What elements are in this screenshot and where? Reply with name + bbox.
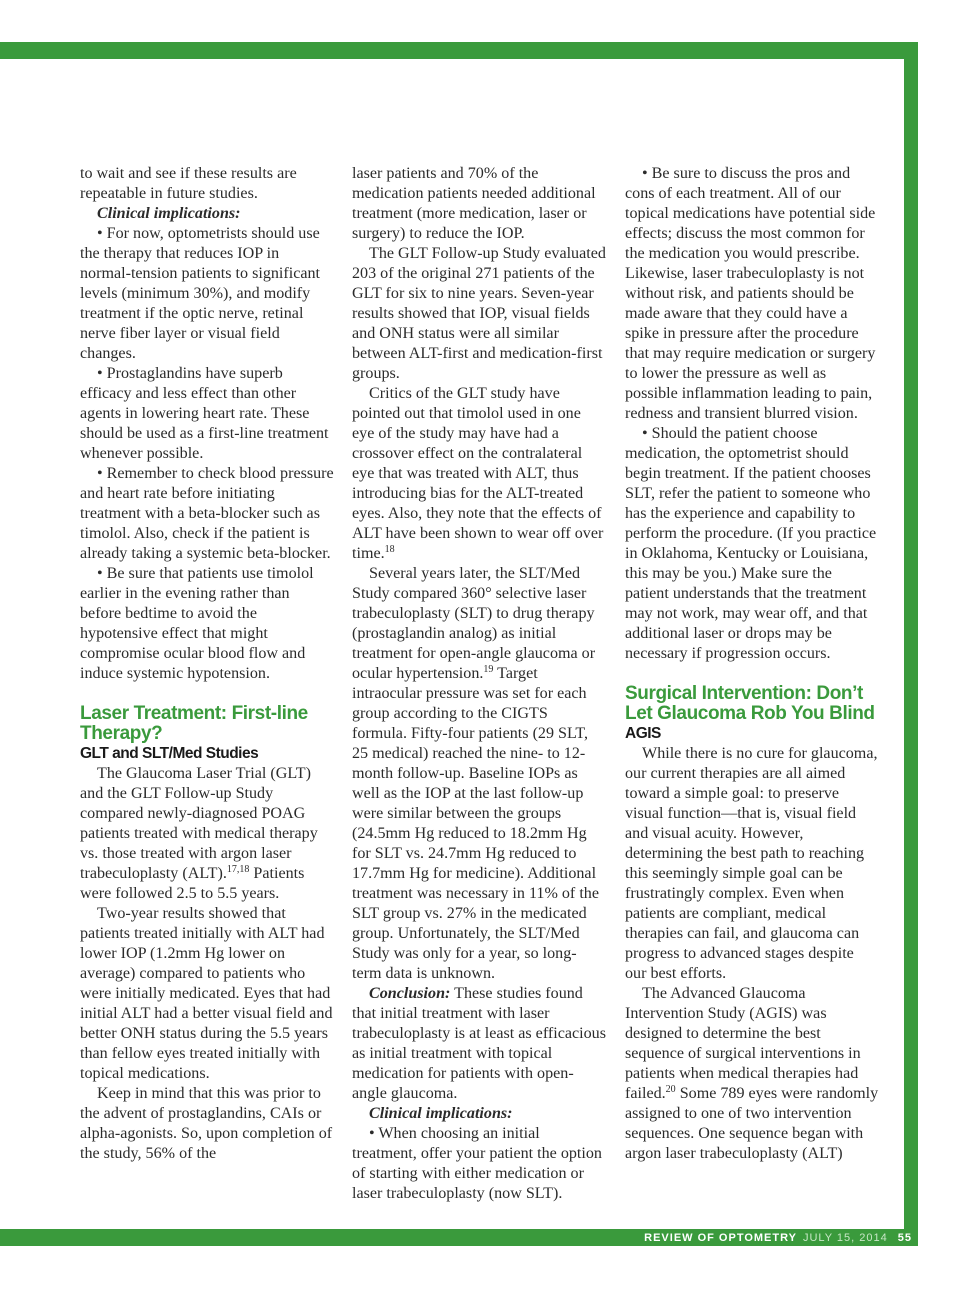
clinical-implications-label: Clinical implications:	[97, 205, 241, 222]
section-heading: Surgical Intervention: Don’t Let Glaucoma Rob You Blind	[625, 683, 875, 724]
paragraph: Two-year results showed that patients treated initially with ALT had lower IOP (1.2mm Hg lower on average) compared to patients who were initially medicated. Eyes that had initial ALT had a better visual field and better ONH status during the 5.5 years than fellow eyes treated initially with topical medications.	[80, 905, 333, 1082]
citation: 20	[665, 1084, 676, 1095]
paragraph: While there is no cure for glaucoma, our current therapies are all aimed toward a simple goal: to preserve visual function—that is, visual field and visual acuity. However, determining the best path to reaching this seemingly simple goal can be frustratingly complex. Even when patients are compliant, medical therapies can fail, and glaucoma can progress to advanced stages despite our best efforts.	[625, 745, 878, 982]
paragraph: laser patients and 70% of the medication patients needed additional treatment (more medication, laser or surgery) to reduce the IOP.	[352, 165, 596, 242]
paragraph: Critics of the GLT study have pointed out that timolol used in one eye of the study may have had a crossover effect on the contralateral eye that was treated with ALT, thus introducing bias for the ALT-treated eyes. Also, they note that the effects of ALT have been shown to wear off over time.$^{18}$	[352, 385, 604, 562]
citation: 19	[483, 664, 494, 675]
top-border	[0, 42, 918, 59]
bullet-item: • Be sure to discuss the pros and cons of each treatment. All of our topical medications have potential side effects; discuss the most common for the medication you would prescribe. Likewise, laser trabeculoplasty is not without risk, and patients should be made aware that they could have a spike in pressure after the procedure that may require medication or surgery to lower the pressure as well as possible inflammation leading to pain, redness and transient blurred vision.	[625, 165, 876, 422]
paragraph: The Advanced Glaucoma Intervention Study (AGIS) was designed to determine the best sequence of surgical interventions in patients when medical therapies had failed.$^{20}$ Some 789 eyes were randomly assigned to one of two intervention sequences. One sequence began with argon laser trabeculoplasty (ALT)	[625, 985, 879, 1162]
paragraph: Several years later, the SLT/Med Study compared 360° selective laser trabeculoplasty (SLT) to drug therapy (prostaglandin analog) as initial treatment for open-angle glaucoma or ocular hypertension.$^{19}$ Target intraocular pressure was set for each group according to the CIGTS formula. Fifty-four patients (29 SLT, 25 medical) reached the nine- to 12-month follow-up. Baseline IOPs as well as the IOP at the last follow-up were similar between the groups (24.5mm Hg reduced to 18.2mm Hg for SLT vs. 24.7mm Hg reduced to 17.7mm Hg for medicine). Additional treatment was necessary in 11% of the SLT group vs. 27% in the medicated group. Unfortunately, the SLT/Med Study was only for a year, so long-term data is unknown.	[352, 565, 599, 982]
section-subheading: GLT and SLT/Med Studies	[80, 745, 259, 762]
right-border	[904, 42, 918, 1246]
bullet-item: • For now, optometrists should use the therapy that reduces IOP in normal-tension patients to significant levels (minimum 30%), and modify treatment if the optic nerve, retinal nerve fiber layer or visual field changes.	[80, 225, 321, 362]
paragraph: to wait and see if these results are repeatable in future studies.	[80, 165, 297, 202]
issue-date: JULY 15, 2014	[802, 1231, 888, 1244]
section-subheading: AGIS	[625, 725, 661, 742]
section-heading: Laser Treatment: First-line Therapy?	[80, 703, 308, 744]
column-3	[625, 164, 879, 1164]
bullet-item: • When choosing an initial treatment, offer your patient the option of starting with either medication or laser trabeculoplasty (now SLT).	[352, 1125, 602, 1202]
bullet-item: • Should the patient choose medication, the optometrist should begin treatment. If the patient chooses SLT, refer the patient to someone who has the experience and capability to perform the procedure. (If you practice in Oklahoma, Kentucky or Louisiana, this may be you.) Make sure the patient understands that the treatment may not work, may wear off, and that additional laser or drops may be necessary if progression occurs.	[625, 425, 877, 662]
footer	[644, 1232, 918, 1244]
paragraph: The GLT Follow-up Study evaluated 203 of the original 271 patients of the GLT for six to nine years. Seven-year results showed that IOP, visual fields and ONH status were all similar between ALT-first and medication-first groups.	[352, 245, 606, 382]
bullet-item: • Remember to check blood pressure and heart rate before initiating treatment with a beta-blocker such as timolol. Also, check if the patient is already taking a systemic beta-blocker.	[80, 465, 334, 562]
page-number: 55	[897, 1231, 912, 1244]
bullet-item: • Be sure that patients use timolol earlier in the evening rather than before bedtime to avoid the hypotensive effect that might compromise ocular blood flow and induce systemic hypotension.	[80, 565, 314, 682]
column-2	[352, 164, 606, 1204]
citation: 17,18	[226, 864, 250, 875]
clinical-implications-label: Clinical implications:	[369, 1105, 513, 1122]
citation: 18	[384, 544, 395, 555]
paragraph: The Glaucoma Laser Trial (GLT) and the GLT Follow-up Study compared newly-diagnosed POAG patients treated with medical therapy vs. those treated with argon laser trabeculoplasty (ALT).$^{17,18}$ Patients were followed 2.5 to 5.5 years.	[80, 765, 318, 902]
conclusion-label: Conclusion:	[369, 985, 451, 1002]
magazine-name: REVIEW OF OPTOMETRY	[644, 1231, 797, 1244]
column-1	[80, 164, 334, 1164]
bullet-item: • Prostaglandins have superb efficacy and less effect than other agents in lowering heart rate. These should be used as a first-line treatment whenever possible.	[80, 365, 329, 462]
paragraph: Keep in mind that this was prior to the advent of prostaglandins, CAIs or alpha-agonists. So, upon completion of the study, 56% of the	[80, 1085, 333, 1162]
paragraph: Conclusion: These studies found that initial treatment with laser trabeculoplasty is at least as efficacious as initial treatment with topical medication for patients with open-angle glaucoma.	[352, 985, 606, 1102]
footer-bar	[0, 1229, 918, 1246]
